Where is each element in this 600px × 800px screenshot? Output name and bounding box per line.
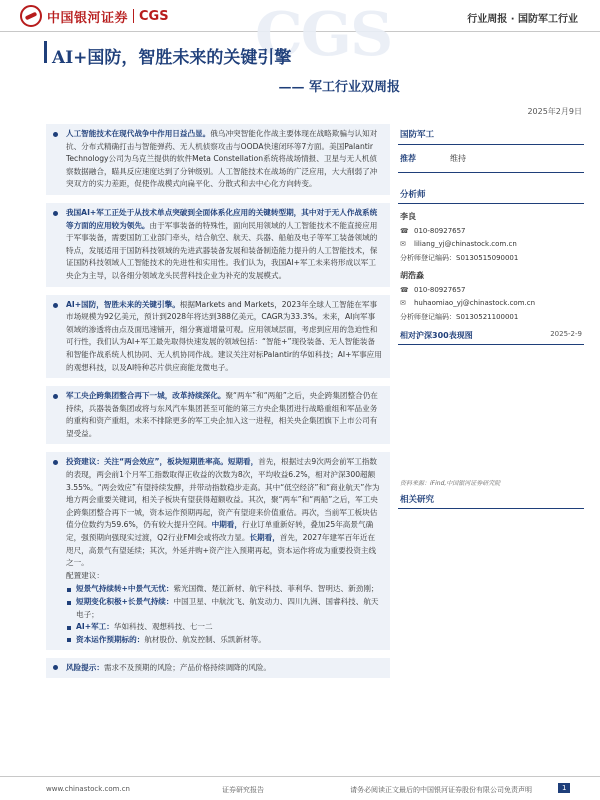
reg-label: 分析师登记编码： — [400, 313, 456, 321]
logo-text: 中国银河证券 — [47, 10, 129, 26]
page-number: 1 — [558, 783, 570, 793]
config-list — [66, 583, 382, 646]
reg-code: S0130521100001 — [456, 313, 519, 321]
page-footer — [0, 776, 600, 800]
item-key: 资本运作预期标的： — [76, 634, 145, 644]
analyst-name: 李良 — [400, 212, 416, 221]
point-text: 聚“两车”和“两船”之后，央企跨集团整合仍在持续，兵器装备集团或将与东风汽车集团甚至可能的第三方央企集团进行战略重组和军品业务的重构和资产重组，未来不排除更多的军工央企加入这一进程，相关央企集团旗下上市公司有望受益。 — [66, 391, 378, 438]
bullet-icon — [53, 394, 58, 399]
analyst-email[interactable]: liliang_yj@chinastock.com.cn — [414, 240, 517, 248]
analyst-phone: 010-80927657 — [414, 286, 466, 294]
list-item — [66, 621, 382, 634]
chart-date: 2025-2-9 — [550, 330, 582, 338]
analyst-card — [398, 211, 584, 263]
logo-divider — [133, 9, 134, 23]
risk-warning — [46, 658, 390, 678]
item-value: 华如科技、观想科技、七一二 — [113, 622, 213, 632]
item-key: 短景气持续转+中景气无忧： — [76, 584, 174, 594]
bullet-icon — [53, 665, 58, 670]
bullet-icon — [53, 460, 58, 465]
sidebar — [398, 124, 584, 509]
logo-mark-icon — [20, 5, 42, 27]
analyst-email[interactable]: huhaomiao_yj@chinastock.com.cn — [414, 299, 536, 307]
summary-point-4 — [46, 386, 390, 444]
report-subtitle: —— 军工行业双周报 — [278, 80, 400, 95]
related-research-heading: 相关研究 — [398, 490, 584, 509]
item-value: 紫光国微、楚江新材、航宇科技、菲利华、智明达、新劲刚； — [173, 584, 379, 594]
risk-text: 需求不及预期的风险；产品价格持续调降的风险。 — [103, 663, 272, 673]
summary-point-1 — [46, 124, 390, 195]
long-term-label: 长期看， — [249, 533, 280, 543]
chart-title: 相对沪深300表现图 — [400, 331, 473, 340]
performance-chart-area — [398, 345, 584, 477]
footer-disclaimer: 请务必阅读正文最后的中国银河证券股份有限公司免责声明 — [350, 786, 532, 794]
point-heading: 我国AI+军工正处于从技术单点突破到全面体系化应用的关键转型期，其中对于无人作战系统等方面的应用较为领先。 — [66, 207, 378, 230]
list-item — [66, 596, 382, 621]
mid-term-text: 行业订单重新好转，叠加25年高景气确定，强预期向强现实过渡，Q2行业FMI会或将改力显。 — [66, 520, 374, 543]
company-logo — [20, 5, 169, 27]
summary-point-2 — [46, 203, 390, 287]
reg-code: S0130515090001 — [456, 254, 519, 262]
point-text: 根据Markets and Markets，2023年全球人工智能在军事市场规模为92亿美元，预计到2028年将达到388亿美元，CAGR为33.3%。未来，AI向军事领域的渗透将由点及面迅速铺开，细分赛道增量可观。应用领域层面，考虑到应用的急迫性和可行性，我们认为AI+军工最先取得快速发展的领域包括：“智能+”现役装备、无人智能装备和智能作战系统人机协同、无人机协同作战。建议关注对标Palantir的华如科技；AI+军事应用的观想科技，以及AI特种芯片供应商能龙微电子。 — [66, 299, 382, 372]
investment-advice — [46, 452, 390, 650]
phone-icon: ☎ — [400, 286, 409, 294]
rating-value: 维持 — [450, 154, 466, 163]
email-icon: ✉ — [400, 299, 406, 307]
summary-point-3 — [46, 295, 390, 379]
email-icon: ✉ — [400, 240, 406, 248]
bullet-icon — [53, 303, 58, 308]
long-term-text: 首先，2027年建军百年近在咫尺，高景气有望延续；其次，外延并购+资产注入预期再起，资本运作将成为重要投资主线之一。 — [66, 533, 377, 568]
item-key: AI+军工： — [76, 622, 114, 632]
analyst-name: 胡浩淼 — [400, 271, 424, 280]
bullet-icon — [53, 211, 58, 216]
risk-heading: 风险提示： — [66, 663, 104, 673]
report-type: 行业周报 · 国防军工行业 — [467, 14, 578, 25]
chart-source: 资料来源：iFind,中国银河证券研究院 — [400, 480, 501, 487]
point-heading: 投资建议：关注“两会效应”，板块短期胜率高。 — [66, 457, 228, 467]
list-item — [66, 634, 382, 647]
bullet-icon — [53, 132, 58, 137]
mid-term-label: 中期看， — [211, 520, 242, 530]
short-term-label: 短期看， — [227, 457, 259, 467]
footer-report-type: 证券研究报告 — [222, 786, 264, 794]
config-label: 配置建议： — [66, 570, 104, 580]
footer-url[interactable]: www.chinastock.com.cn — [46, 785, 130, 793]
point-heading: 人工智能技术在现代战争中作用日益凸显。 — [66, 129, 211, 138]
list-item — [66, 583, 382, 596]
point-text: 由于军事装备的特殊性，面向民用领域的人工智能技术不能直接应用于军事装备，需要国防工业部门牵头，结合航空、航天、兵器、船舶及电子等军工装备领域的特点，发展适用于国防科技领域的先进武器装备发展和装备制造能力提升的人工智能技术，保证国防科技领域人工智能技术的先进性和实用性。我们认为，我国AI+军工未来将形成以军工央企为主导，以各细分领域龙头民营科技企业为补充的发展模式。 — [66, 220, 378, 280]
title-accent-bar — [44, 41, 47, 63]
industry-label: 国防军工 — [398, 124, 584, 145]
rating-key: 推荐 — [400, 154, 416, 163]
report-title: AI+国防，智胜未来的关键引擎 — [52, 48, 292, 68]
watermark: CGS — [255, 0, 392, 70]
item-value: 航材股份、航发控制、乐凯新材等。 — [144, 634, 266, 644]
rating-row — [398, 145, 584, 173]
item-value: 中国卫星、中航沈飞、航发动力、四川九洲、国睿科技、航天电子； — [76, 597, 379, 619]
chart-header — [398, 327, 584, 345]
logo-cgs: CGS — [139, 8, 169, 24]
point-heading: AI+国防，智胜未来的关键引擎。 — [66, 299, 180, 309]
phone-icon: ☎ — [400, 227, 409, 235]
report-date: 2025年2月9日 — [527, 107, 582, 116]
analyst-heading: 分析师 — [398, 185, 584, 204]
point-heading: 军工央企跨集团整合再下一城，改革持续深化。 — [66, 391, 226, 401]
reg-label: 分析师登记编码： — [400, 254, 456, 262]
main-content — [46, 124, 390, 678]
short-term-text: 首先，根据过去9次两会前军工指数的表现，两会前1个月军工指数取得正收益的次数为8次，平均收益6.2%，相对沪深300超额3.55%。“两会效应”有望持续发酵，并带动指数稳步走高。其中“低空经济”和“商业航天”作为地方两会重要关键词，相关子板块有望获得超额收益。其次，聚“两车”和“两船”之后，军工央企跨集团整合再下一城，资本运作预期再起，资产有望迎来价值重估。再次，当前军工板块估值分位数约为59.6%，仍有较大提升空间。 — [66, 457, 380, 530]
analyst-phone: 010-80927657 — [414, 227, 466, 235]
item-key: 短期变化积极+长景气持续： — [76, 597, 174, 606]
point-text: 俄乌冲突智能化作战主要体现在战略欺骗与认知对抗、分布式精确打击与智能弹药、无人机侦察攻击与OODA快速闭环等7方面。美国Palantir Technology公司为乌克兰提供的软件Meta Constellation系统将战场情报、卫星与无人机侦察数据融合，瞄具反应速度达到了分钟级别。人工智能技术在战场的广泛应用，大大削弱了冲突双方的实力差距，促使作战模式向扁平化、分散式和去中心化方向转变。 — [66, 129, 378, 189]
analyst-card — [398, 270, 584, 322]
